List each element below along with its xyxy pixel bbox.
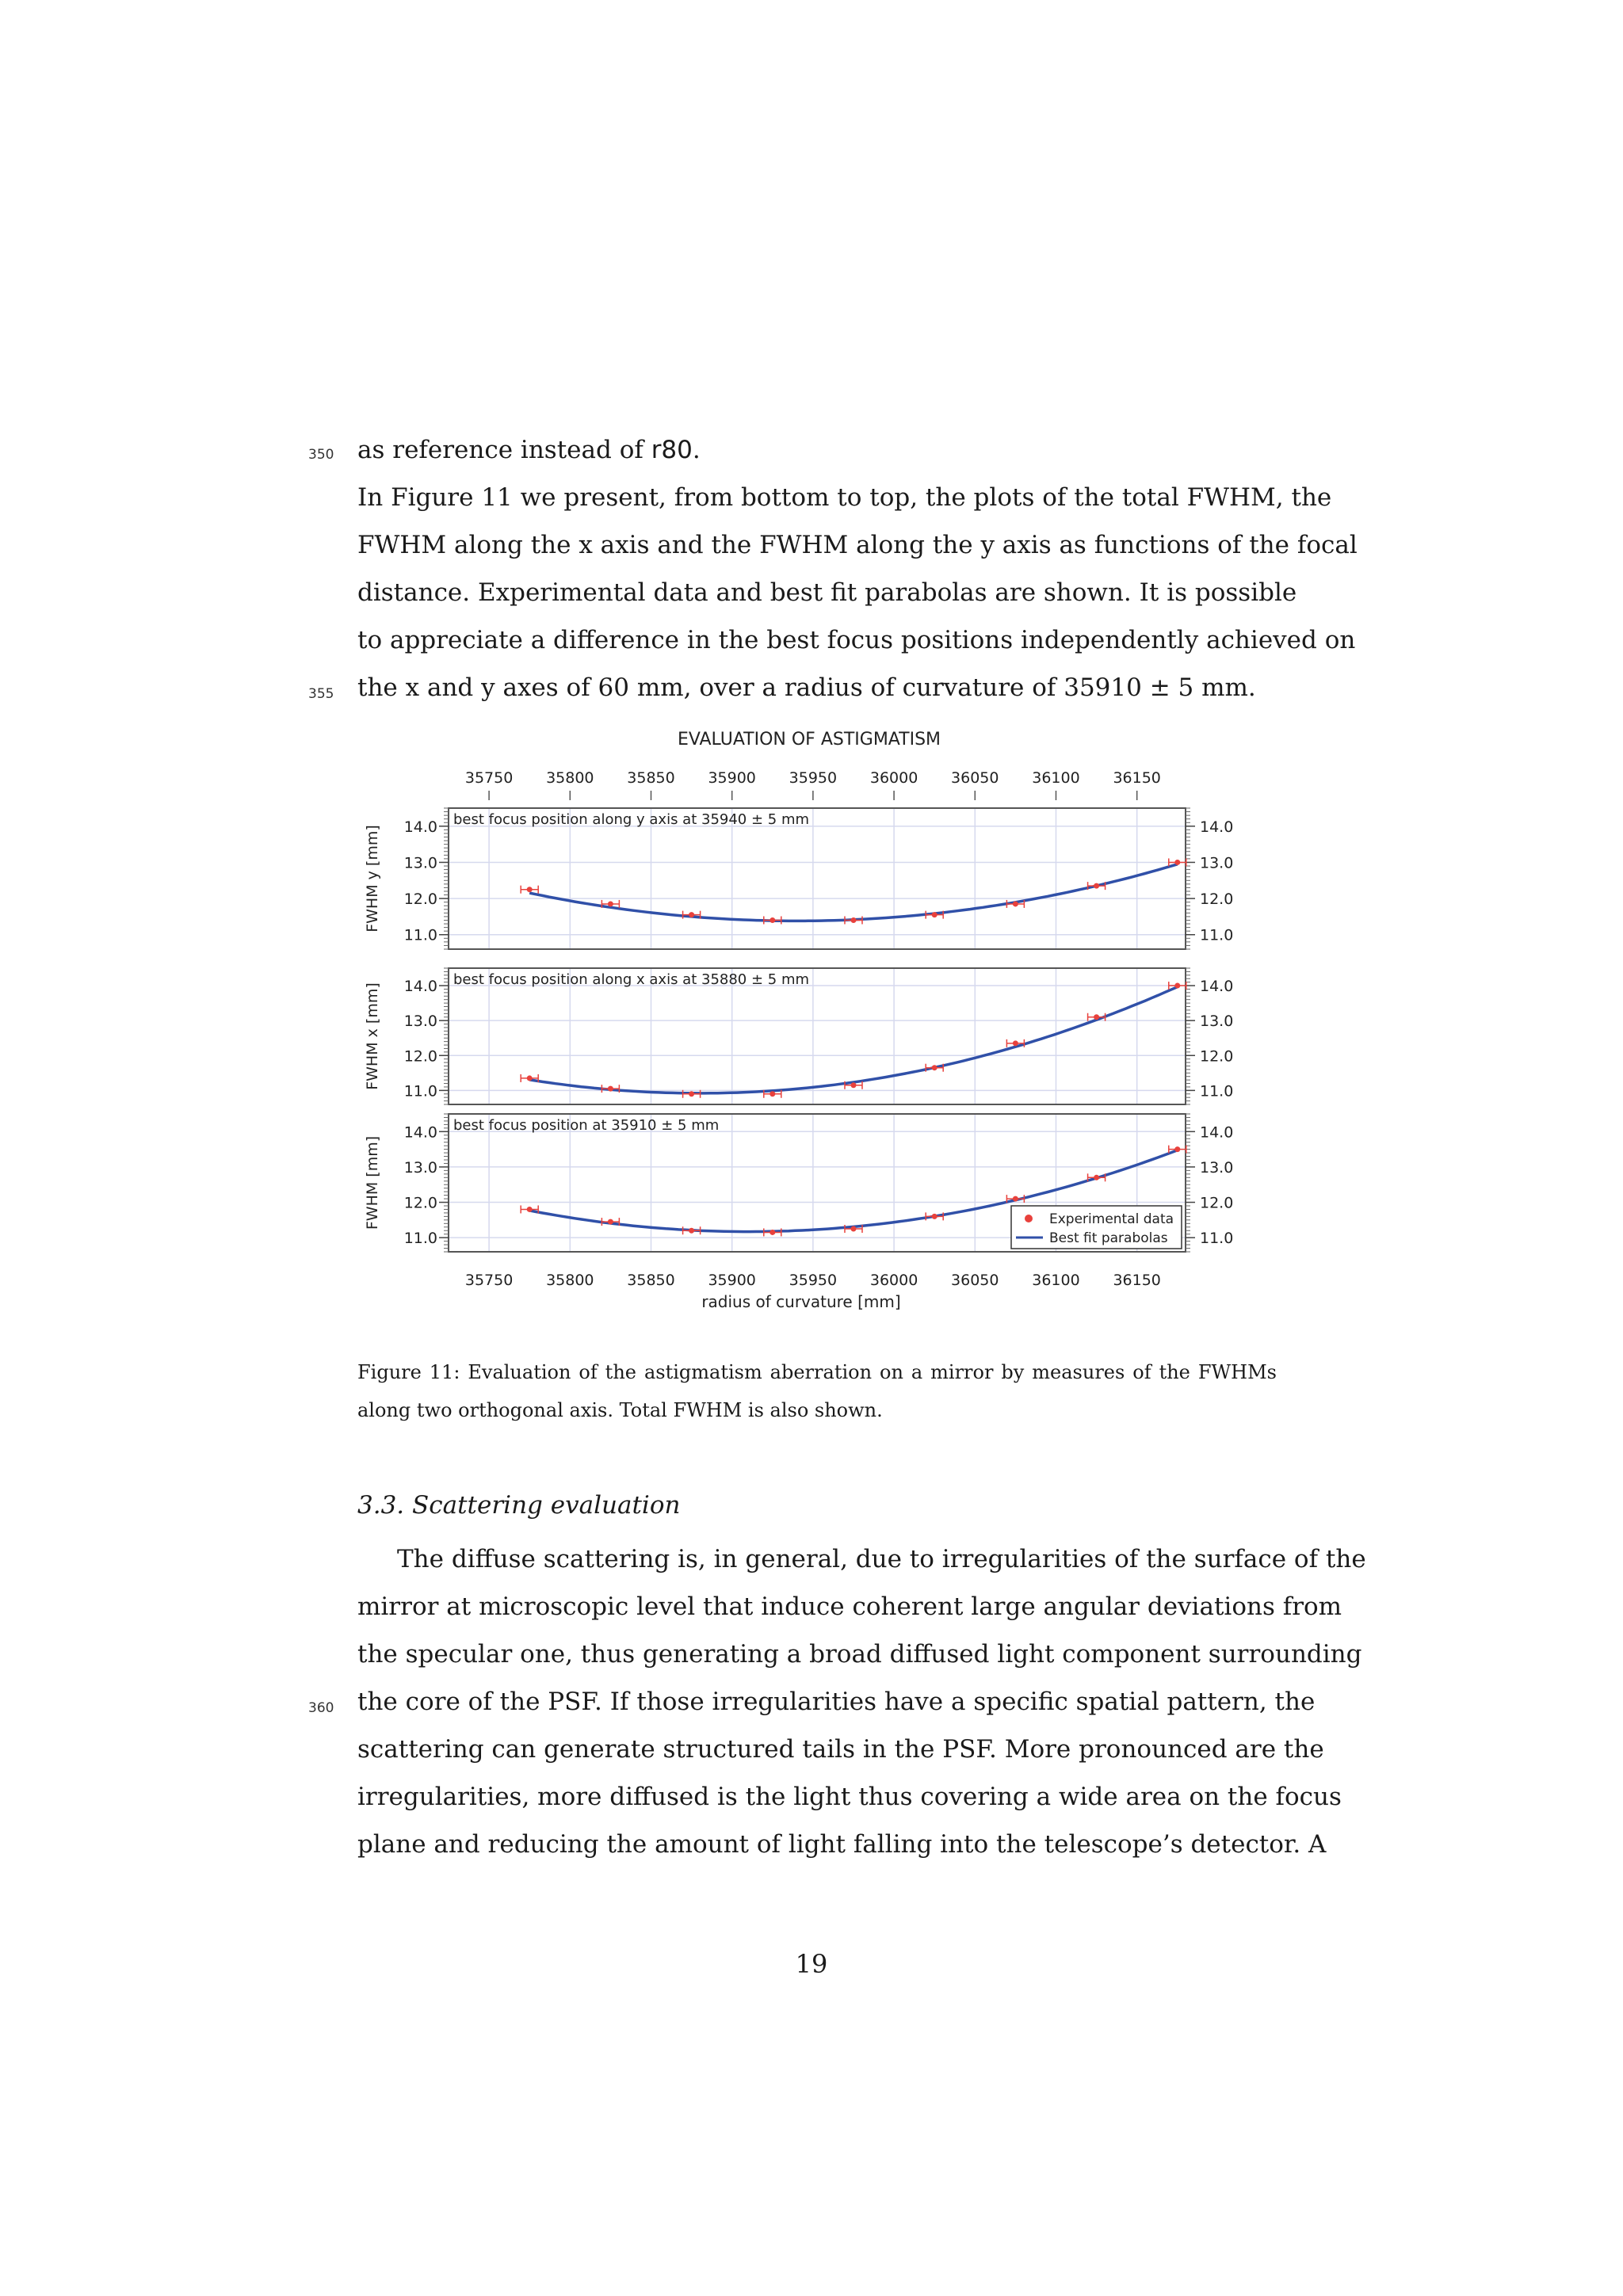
paragraph-2-line-7: plane and reducing the amount of light falling into the telescope’s detector. A: [357, 1830, 1327, 1859]
data-point: [1174, 1146, 1180, 1152]
paragraph-1-line-1: In Figure 11 we present, from bottom to top, the plots of the total FWHM, the: [357, 483, 1332, 512]
y-tick-label-left: 13.0: [403, 854, 437, 872]
line-number-360: 360: [308, 1700, 334, 1716]
data-point: [850, 1226, 856, 1232]
y-tick-label-left: 12.0: [403, 1047, 437, 1066]
y-tick-label-right: 12.0: [1200, 1047, 1234, 1066]
data-point: [1174, 860, 1180, 865]
data-point: [932, 912, 938, 917]
y-tick-label-left: 14.0: [403, 1123, 437, 1142]
section-heading: 3.3. Scattering evaluation: [357, 1491, 681, 1520]
line-350-end: .: [692, 436, 701, 464]
panel-annotation: best focus position along x axis at 35880 ± 5 mm: [453, 971, 810, 988]
x-axis-label: radius of curvature [mm]: [701, 1292, 901, 1311]
fit-curve: [529, 864, 1178, 921]
data-point: [689, 1091, 694, 1097]
paragraph-1-line-4: to appreciate a difference in the best focus positions independently achieved on: [357, 626, 1356, 654]
data-point: [608, 1219, 613, 1225]
x-tick-label-top: 35800: [546, 769, 594, 787]
data-point: [850, 917, 856, 923]
x-tick-label-bottom: 35800: [546, 1272, 594, 1289]
x-tick-label-top: 35900: [708, 769, 756, 787]
data-point: [932, 1065, 938, 1070]
paragraph-2-line-4: the core of the PSF. If those irregularities have a specific spatial pattern, the: [357, 1688, 1316, 1716]
x-tick-label-top: 36150: [1113, 769, 1161, 787]
data-point: [527, 1075, 533, 1081]
y-tick-label-left: 12.0: [403, 1194, 437, 1212]
y-axis-label: FWHM y [mm]: [364, 825, 381, 933]
y-tick-label-left: 12.0: [403, 891, 437, 909]
legend-marker-points: [1025, 1215, 1033, 1222]
paragraph-2-line-3: the specular one, thus generating a broad diffused light component surrounding: [357, 1640, 1362, 1669]
paragraph-2-line-1: The diffuse scattering is, in general, due to irregularities of the surface of the: [397, 1545, 1366, 1573]
y-axis-label: FWHM x [mm]: [364, 982, 381, 1090]
r80-symbol: r80: [651, 436, 693, 464]
data-point: [769, 1091, 775, 1097]
page-number: 19: [795, 1949, 828, 1979]
paragraph-2-line-6: irregularities, more diffused is the light thus covering a wide area on the focus: [357, 1783, 1342, 1811]
x-tick-label-top: 35950: [789, 769, 838, 787]
y-tick-label-right: 14.0: [1200, 978, 1234, 996]
x-tick-label-bottom: 35750: [464, 1272, 514, 1289]
x-tick-label-bottom: 36100: [1032, 1272, 1080, 1289]
y-tick-label-left: 11.0: [403, 1230, 437, 1248]
x-tick-label-bottom: 36150: [1113, 1272, 1161, 1289]
data-point: [689, 912, 694, 917]
data-point: [1094, 883, 1099, 889]
data-point: [1094, 1014, 1099, 1020]
data-point: [1013, 1040, 1018, 1046]
data-point: [527, 887, 533, 892]
x-tick-label-top: 36100: [1032, 769, 1080, 787]
line-number-355: 355: [308, 686, 334, 702]
chart-layer: [364, 769, 1233, 1289]
y-tick-label-right: 12.0: [1200, 1194, 1234, 1212]
panel-frame: [449, 808, 1186, 949]
y-tick-label-right: 14.0: [1200, 1123, 1234, 1142]
y-tick-label-left: 11.0: [403, 926, 437, 944]
paragraph-1-line-2: FWHM along the x axis and the FWHM along the y axis as functions of the focal: [357, 531, 1358, 559]
x-tick-label-bottom: 35950: [789, 1272, 838, 1289]
x-tick-label-top: 36050: [951, 769, 999, 787]
y-tick-label-right: 11.0: [1200, 1082, 1234, 1100]
y-tick-label-right: 13.0: [1200, 854, 1234, 872]
line-350-text: as reference instead of: [357, 436, 651, 464]
data-point: [1013, 1196, 1018, 1202]
y-tick-label-left: 14.0: [403, 978, 437, 996]
chart-title: EVALUATION OF ASTIGMATISM: [677, 730, 941, 749]
data-point: [689, 1228, 694, 1234]
y-tick-label-left: 13.0: [403, 1158, 437, 1177]
x-tick-label-bottom: 36050: [951, 1272, 999, 1289]
data-point: [1174, 983, 1180, 989]
paragraph-1-line-3: distance. Experimental data and best fit parabolas are shown. It is possible: [357, 578, 1297, 607]
x-tick-label-bottom: 35900: [708, 1272, 756, 1289]
legend-label-fit: Best fit parabolas: [1049, 1230, 1168, 1246]
paragraph-1-line-5: the x and y axes of 60 mm, over a radius of curvature of 35910 ± 5 mm.: [357, 673, 1256, 702]
line-350: [357, 434, 1277, 466]
y-tick-label-left: 13.0: [403, 1013, 437, 1031]
y-tick-label-right: 13.0: [1200, 1158, 1234, 1177]
data-point: [608, 901, 613, 906]
data-point: [769, 917, 775, 923]
data-point: [527, 1207, 533, 1212]
data-point: [769, 1230, 775, 1235]
y-tick-label-left: 14.0: [403, 818, 437, 836]
data-point: [1094, 1175, 1099, 1180]
y-tick-label-right: 13.0: [1200, 1013, 1234, 1031]
figure-caption-line-2: along two orthogonal axis. Total FWHM is also shown.: [357, 1399, 883, 1421]
paragraph-2-line-5: scattering can generate structured tails in the PSF. More pronounced are the: [357, 1735, 1324, 1764]
y-tick-label-right: 14.0: [1200, 818, 1234, 836]
y-tick-label-right: 12.0: [1200, 891, 1234, 909]
fit-curve: [529, 987, 1178, 1093]
astigmatism-figure: [361, 721, 1257, 1315]
legend-label-experimental: Experimental data: [1049, 1211, 1174, 1227]
x-tick-label-top: 35850: [627, 769, 675, 787]
paragraph-2-line-2: mirror at microscopic level that induce coherent large angular deviations from: [357, 1592, 1342, 1621]
data-point: [608, 1086, 613, 1092]
x-tick-label-bottom: 35850: [627, 1272, 675, 1289]
y-tick-label-right: 11.0: [1200, 926, 1234, 944]
line-number-350: 350: [308, 447, 334, 463]
y-tick-label-right: 11.0: [1200, 1230, 1234, 1248]
x-tick-label-bottom: 36000: [869, 1272, 918, 1289]
y-tick-label-left: 11.0: [403, 1082, 437, 1100]
x-tick-label-top: 36000: [869, 769, 918, 787]
data-point: [932, 1214, 938, 1219]
data-point: [1013, 901, 1018, 906]
figure-caption-line-1: Figure 11: Evaluation of the astigmatism aberration on a mirror by measures of the FWHMs: [357, 1361, 1277, 1383]
x-tick-label-top: 35750: [464, 769, 514, 787]
y-axis-label: FWHM [mm]: [364, 1135, 381, 1230]
panel-annotation: best focus position at 35910 ± 5 mm: [453, 1117, 720, 1134]
panel-annotation: best focus position along y axis at 35940 ± 5 mm: [453, 811, 810, 828]
data-point: [850, 1082, 856, 1088]
